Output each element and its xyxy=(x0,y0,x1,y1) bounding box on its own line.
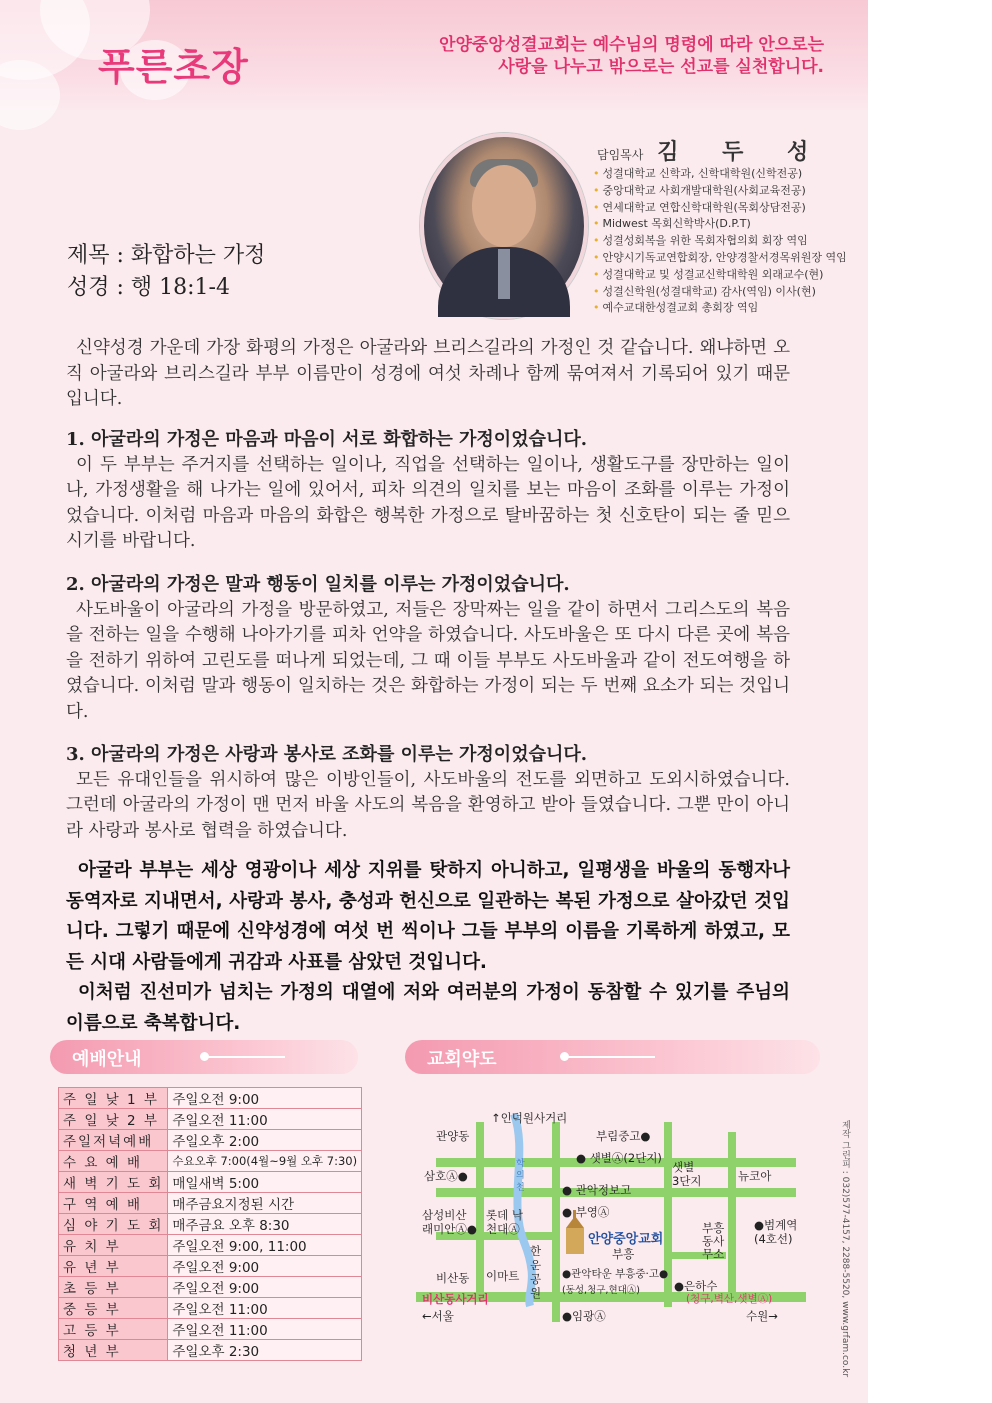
publisher-note: 제작 그린피 : 032)577-4157, 2288-5520, www.grfam.co.kr xyxy=(840,1120,850,1378)
pastor-cv xyxy=(593,166,847,317)
worship-schedule-table xyxy=(58,1087,362,1361)
map-label-samho: 삼호Ⓐ● xyxy=(424,1169,468,1183)
page-header xyxy=(0,0,868,112)
worship-service-time: 매주금요 오후 8:30 xyxy=(168,1214,362,1235)
bulletin-logo: 푸른초장 xyxy=(98,45,249,89)
sermon-closing xyxy=(66,856,790,1039)
worship-service-name: 새 벽 기 도 회 xyxy=(59,1172,168,1193)
worship-service-time: 매일새벽 5:00 xyxy=(168,1172,362,1193)
map-label-buheung: 부흥 xyxy=(612,1247,635,1261)
worship-service-name: 청 년 부 xyxy=(59,1340,168,1361)
map-label-samsung: 삼성비산 래미안Ⓐ● xyxy=(422,1208,477,1236)
map-label-bisandong: 비산동 xyxy=(436,1271,470,1285)
church-location-map xyxy=(416,1092,806,1332)
cv-item: • 연세대학교 연합신학대학원(목회상담전공) xyxy=(593,200,847,217)
map-label-gwanak-town: ●관악타운 부흥중·고● xyxy=(562,1268,669,1280)
sermon-scripture: 성경 : 행 18:1-4 xyxy=(67,275,230,300)
worship-service-name: 고 등 부 xyxy=(59,1319,168,1340)
worship-service-name: 주 일 낮 2 부 xyxy=(59,1109,168,1130)
cv-item: • 성결신학원(성결대학교) 감사(역임) 이사(현) xyxy=(593,284,847,301)
map-label-cheonggu: (청구,벽산,샛별Ⓐ) xyxy=(686,1293,773,1305)
worship-service-time: 매주금요지정된 시간 xyxy=(168,1193,362,1214)
map-road xyxy=(552,1122,560,1322)
worship-service-time: 수요오후 7:00(4월~9월 오후 7:30) xyxy=(168,1151,362,1172)
worship-service-time: 주일오후 2:30 xyxy=(168,1340,362,1361)
church-mission xyxy=(439,34,824,78)
sermon-point-1 xyxy=(66,427,790,555)
sermon-title: 제목 : 화합하는 가정 xyxy=(67,243,266,268)
worship-row xyxy=(59,1256,362,1277)
worship-service-time: 주일오전 9:00 xyxy=(168,1256,362,1277)
pastor-heading xyxy=(597,135,826,166)
point-heading: 1. 아굴라의 가정은 마음과 마음이 서로 화합하는 가정이었습니다. xyxy=(66,429,588,450)
worship-tab-label: 예배안내 xyxy=(72,1049,142,1070)
worship-row xyxy=(59,1109,362,1130)
map-label-lotte: 롯데 낙천대Ⓐ xyxy=(486,1208,523,1236)
point-heading: 3. 아굴라의 가정은 사랑과 봉사로 조화를 이루는 가정이었습니다. xyxy=(66,744,588,765)
worship-service-name: 주 일 낮 1 부 xyxy=(59,1088,168,1109)
page-margin xyxy=(868,0,992,1403)
cv-item: • Midwest 목회신학박사(D.P.T) xyxy=(593,216,847,233)
cv-item: • 성결성회복을 위한 목회자협의회 회장 역임 xyxy=(593,233,847,250)
worship-row xyxy=(59,1193,362,1214)
pastor-photo xyxy=(420,133,588,319)
map-label-seoul: ←서울 xyxy=(422,1309,454,1323)
map-road xyxy=(728,1132,736,1302)
worship-row xyxy=(59,1214,362,1235)
cv-item: • 안양시기독교연합회장, 안양경찰서경목위원장 역임 xyxy=(593,250,847,267)
worship-row xyxy=(59,1298,362,1319)
closing-paragraph: 아굴라 부부는 세상 영광이나 세상 지위를 탓하지 아니하고, 일평생을 바울의 동행자나 동역자로 지내면서, 사랑과 봉사, 충성과 헌신으로 일관하는 복된 가정으로 살아갔던 것입니다. 그렇기 때문에 신약성경에 여섯 번 씩이나 그들 부부의 이름을 기록하게 하였고, 모든 시대 사람들에게 귀감과 사표를 삼았던 것입니다. xyxy=(66,860,790,973)
cv-item: • 성결대학교 및 성결교신학대학원 외래교수(현) xyxy=(593,267,847,284)
cv-item: • 예수교대한성결교회 총회장 역임 xyxy=(593,300,847,317)
point-heading: 2. 아굴라의 가정은 말과 행동이 일치를 이루는 가정이었습니다. xyxy=(66,574,570,595)
worship-row xyxy=(59,1277,362,1298)
map-label-buyeong: ● 부영Ⓐ xyxy=(562,1205,610,1219)
worship-service-time: 주일오전 9:00 xyxy=(168,1088,362,1109)
map-label-gwanakjeong: ● 관악정보고 xyxy=(562,1183,632,1197)
map-label-stream: 학의천 xyxy=(516,1159,525,1193)
mission-line-2: 사랑을 나누고 밖으로는 선교를 실천합니다. xyxy=(498,57,824,77)
map-label-emart: 이마트 xyxy=(486,1269,520,1283)
map-label-office: 부흥 동사 무소 xyxy=(702,1221,725,1261)
worship-row xyxy=(59,1235,362,1256)
map-label-newcore: 뉴코아 xyxy=(738,1169,772,1183)
cv-item: • 중앙대학교 사회개발대학원(사회교육전공) xyxy=(593,183,847,200)
worship-service-name: 심 야 기 도 회 xyxy=(59,1214,168,1235)
worship-service-time: 주일오전 11:00 xyxy=(168,1319,362,1340)
worship-service-name: 구 역 예 배 xyxy=(59,1193,168,1214)
worship-row xyxy=(59,1151,362,1172)
map-label-suwon: 수원→ xyxy=(746,1309,778,1323)
church-marker-icon xyxy=(566,1228,584,1254)
map-label-burim: 부림중고● xyxy=(596,1129,651,1143)
worship-service-name: 수 요 예 배 xyxy=(59,1151,168,1172)
worship-row xyxy=(59,1340,362,1361)
worship-row xyxy=(59,1172,362,1193)
map-label-park: 한운 공원 xyxy=(530,1244,542,1300)
worship-service-time: 주일오전 9:00, 11:00 xyxy=(168,1235,362,1256)
map-tab-label: 교회약도 xyxy=(427,1049,497,1070)
pastor-role: 담임목사 xyxy=(597,148,644,162)
worship-service-name: 주일저녁예배 xyxy=(59,1130,168,1151)
sermon-intro: 신약성경 가운데 가장 화평의 가정은 아굴라와 브리스길라의 가정인 것 같습니다. 왜냐하면 오직 아굴라와 브리스길라 부부 이름만이 성경에 여섯 차례나 함께 묶여져서 기록되어 있기 때문입니다. xyxy=(66,338,790,410)
worship-row xyxy=(59,1088,362,1109)
worship-service-time: 주일오전 11:00 xyxy=(168,1298,362,1319)
worship-row xyxy=(59,1130,362,1151)
map-label-saetbyeol2: ● 샛별Ⓐ(2단지) xyxy=(576,1151,662,1165)
sermon-heading xyxy=(67,240,265,304)
point-body: 모든 유대인들을 위시하여 많은 이방인들이, 사도바울의 전도를 외면하고 도외시하였습니다. 그런데 아굴라의 가정이 맨 먼저 바울 사도의 복음을 환영하고 받아 들였습니다. 그뿐 만이 아니라 사랑과 봉사로 협력을 하였습니다. xyxy=(66,769,790,841)
map-label-bisan-intersection: 비산동사거리 xyxy=(422,1292,489,1306)
map-tab xyxy=(405,1040,820,1074)
pastor-name: 김 두 성 xyxy=(657,139,827,165)
worship-row xyxy=(59,1319,362,1340)
worship-service-name: 초 등 부 xyxy=(59,1277,168,1298)
worship-service-time: 주일오후 2:00 xyxy=(168,1130,362,1151)
map-label-gwanyang: 관양동 xyxy=(436,1129,470,1143)
mission-line-1: 안양중앙성결교회는 예수님의 명령에 따라 안으로는 xyxy=(439,35,824,55)
worship-service-name: 중 등 부 xyxy=(59,1298,168,1319)
sermon-point-2 xyxy=(66,572,790,726)
map-label-eunhasu: ●은하수 xyxy=(674,1279,718,1293)
map-label-church: 안양중앙교회 xyxy=(588,1232,664,1247)
point-body: 사도바울이 아굴라의 가정을 방문하였고, 저들은 장막짜는 일을 같이 하면서 그리스도의 복음을 전하는 일을 수행해 나아가기를 피차 언약을 하였습니다. 사도바울은 또 다시 다른 곳에 복음을 전하기 위하여 고린도를 떠나게 되었는데, 그 때 이들 부부도 사도바울과 같이 전도여행을 하였습니다. 이처럼 말과 행동이 일치하는 것은 화합하는 가정이 되는 두 번째 요소가 되는 것입니다. xyxy=(66,599,790,722)
map-label-gwanak-sub: (동성,청구,현대Ⓐ) xyxy=(562,1285,641,1296)
worship-service-time: 주일오전 9:00 xyxy=(168,1277,362,1298)
worship-service-name: 유 치 부 xyxy=(59,1235,168,1256)
map-label-indeogwon: ↑인덕원사거리 xyxy=(491,1111,568,1125)
closing-paragraph: 이처럼 진선미가 넘치는 가정의 대열에 저와 여러분의 가정이 동참할 수 있기를 주님의 이름으로 축복합니다. xyxy=(66,982,790,1034)
cv-item: • 성결대학교 신학과, 신학대학원(신학전공) xyxy=(593,166,847,183)
worship-service-time: 주일오전 11:00 xyxy=(168,1109,362,1130)
map-label-imgwang: ●임광Ⓐ xyxy=(562,1309,606,1323)
map-label-saetbyeol3: 샛별 3단지 xyxy=(672,1160,702,1188)
worship-service-name: 유 년 부 xyxy=(59,1256,168,1277)
point-body: 이 두 부부는 주거지를 선택하는 일이나, 직업을 선택하는 일이나, 생활도구를 장만하는 일이나, 가정생활을 해 나가는 일에 있어서, 피차 의견의 일치를 보는 마음이 조화를 이루는 가정이었습니다. 이처럼 마음과 마음의 화합은 행복한 가정으로 탈바꿈하는 첫 신호탄이 되는 줄 믿으시기를 바랍니다. xyxy=(66,454,790,552)
worship-tab xyxy=(50,1040,358,1074)
map-label-beomgye: ●범계역 (4호선) xyxy=(754,1218,798,1246)
sermon-point-3 xyxy=(66,742,790,844)
